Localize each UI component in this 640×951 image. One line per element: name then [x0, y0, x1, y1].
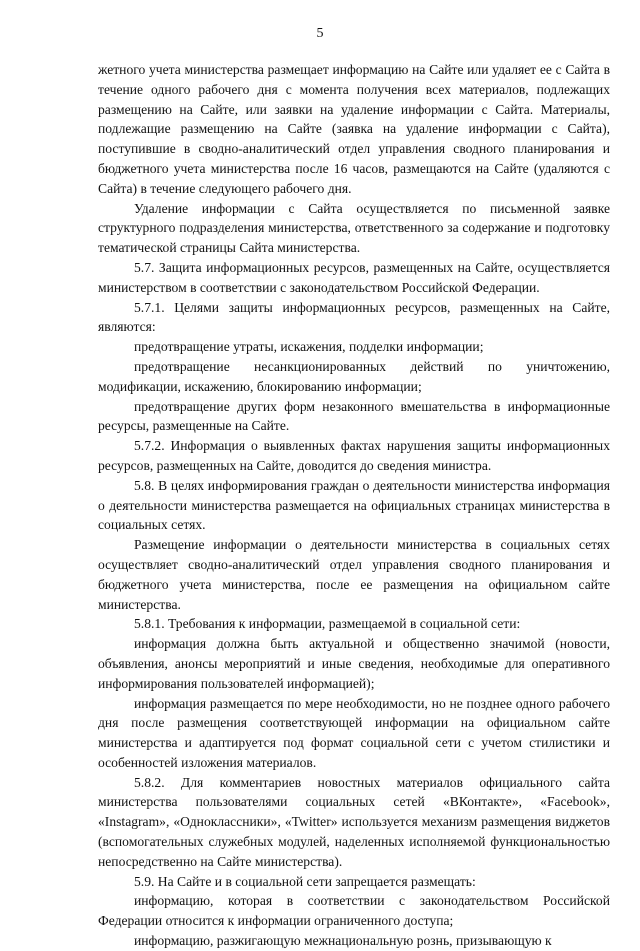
list-item-restricted-info: информацию, которая в соответствии с законодательством Российской Федерации относится к информации ограниченного доступа; — [98, 893, 610, 929]
paragraph-5-7-2: 5.7.2. Информация о выявленных фактах нарушения защиты информационных ресурсов, размещенных на Сайте, доводится до сведения министра. — [98, 438, 610, 473]
paragraph-removal-request: Удаление информации с Сайта осуществляется по письменной заявке структурного подразделения министерства, ответственного за содержание и подготовку тематической страницы Сайта министерства. — [98, 200, 610, 256]
list-item-prevent-interference: предотвращение других форм незаконного вмешательства в информационные ресурсы, размещенные на Сайте. — [98, 398, 610, 434]
page-number: 5 — [316, 26, 324, 41]
list-item-relevance: информация должна быть актуальной и общественно значимой (новости, объявления, анонсы мероприятий и иные сведения, необходимые для оперативного информирования пользователей информацией); — [98, 636, 610, 691]
paragraph-social-posting: Размещение информации о деятельности министерства в социальных сетях осуществляет сводно-аналитический отдел управления сводного планирования и бюджетного учета министерства, после ее размещения на официальном сайте министерства. — [98, 537, 610, 612]
paragraph-continuation: жетного учета министерства размещает информацию на Сайте или удаляет ее с Сайта в течение одного рабочего дня с момента получения всех материалов, подлежащих размещению на Сайте, или заявки на удаление информации с Сайта. Материалы, подлежащие размещению на Сайте (заявка на удаление информации с Сайта), поступившие в сводно-аналитический отдел управления сводного планирования и бюджетного учета министерства после 16 часов, размещаются на Сайте (удаляются с Сайта) в течение следующего рабочего дня. — [98, 62, 610, 196]
paragraph-5-8-2: 5.8.2. Для комментариев новостных материалов официального сайта министерства пользователями социальных сетей «ВКонтакте», «Facebook», «Instagram», «Одноклассники», «Twitter» используется механизм размещения виджетов (вспомогательных служебных модулей, наделенных исполняемой функциональностью непосредственно на Сайте министерства). — [98, 774, 610, 869]
paragraph-5-7: 5.7. Защита информационных ресурсов, размещенных на Сайте, осуществляется министерством в соответствии с законодательством Российской Федерации. — [98, 259, 610, 295]
document-body — [98, 60, 610, 951]
list-item-prevent-unauthorized: предотвращение несанкционированных действий по уничтожению, модификации, искажению, блокированию информации; — [98, 358, 610, 394]
list-item-timing: информация размещается по мере необходимости, но не позднее одного рабочего дня после размещения соответствующей информации на официальном сайте министерства и адаптируется под формат социальной сети с учетом стилистики и особенностей изложения материалов. — [98, 695, 610, 770]
paragraph-5-7-1: 5.7.1. Целями защиты информационных ресурсов, размещенных на Сайте, являются: — [98, 299, 610, 335]
list-item-incitement: информацию, разжигающую межнациональную рознь, призывающую к — [134, 933, 552, 949]
paragraph-5-8-1: 5.8.1. Требования к информации, размещаемой в социальной сети: — [134, 616, 521, 632]
paragraph-5-9: 5.9. На Сайте и в социальной сети запрещается размещать: — [134, 873, 476, 889]
list-item-prevent-loss: предотвращение утраты, искажения, подделки информации; — [134, 339, 484, 355]
paragraph-5-8: 5.8. В целях информирования граждан о деятельности министерства информация о деятельности министерства размещается на официальных страницах министерства в социальных сетях. — [98, 477, 610, 533]
